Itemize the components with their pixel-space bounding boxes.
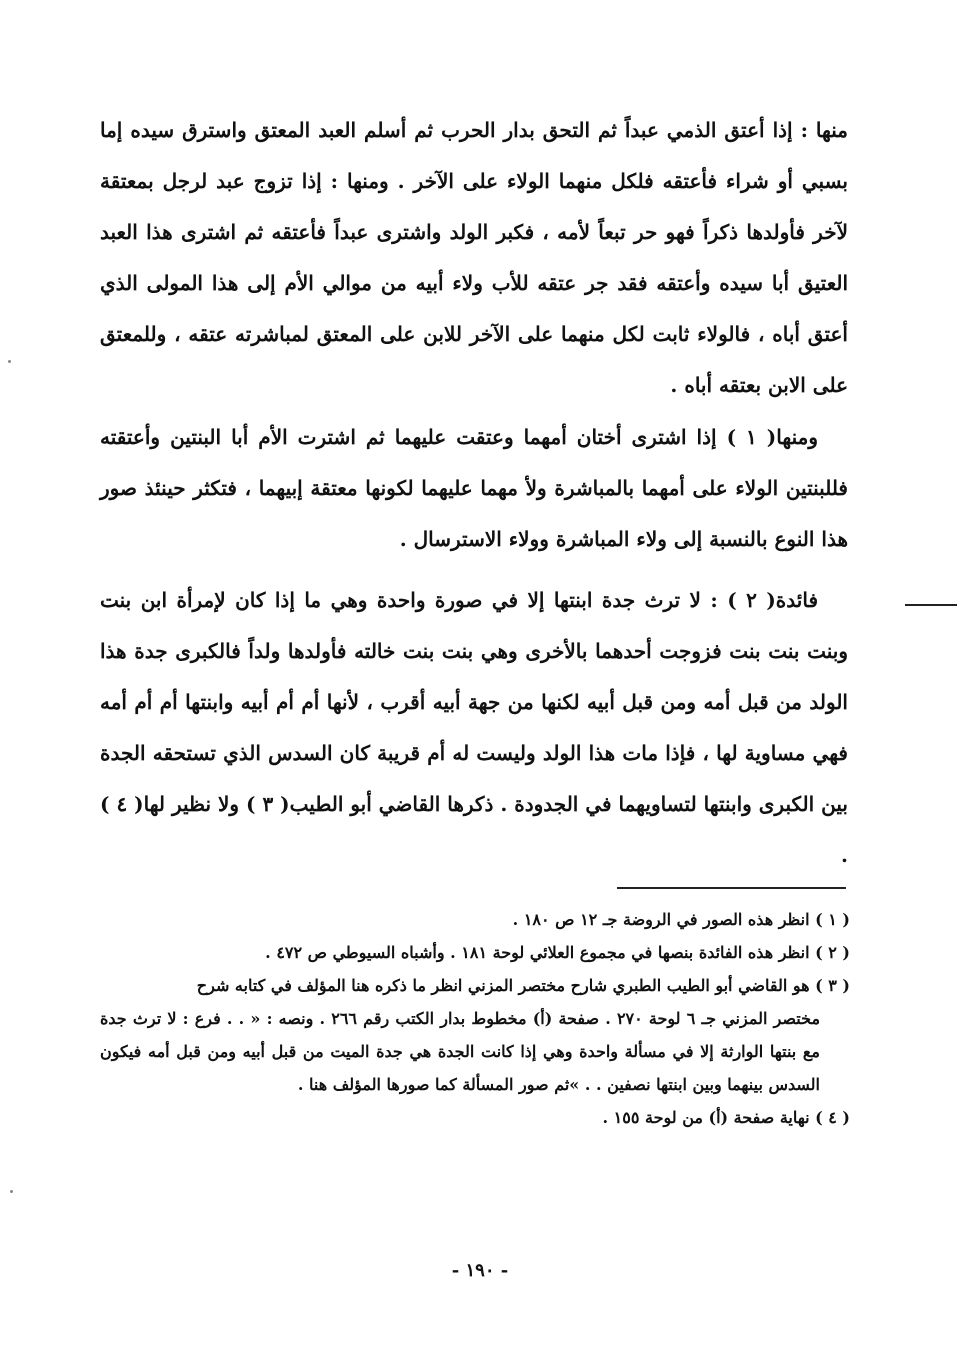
- footnote-3: ( ٣ ) هو القاضي أبو الطيب الطبري شارح مختصر المزني انظر ما ذكره هنا المؤلف في كتابه شرح: [196, 976, 850, 995]
- footnote-3-continuation: مختصر المزني جـ ٦ لوحة ٢٧٠ . صفحة (أ) مخطوط بدار الكتب رقم ٢٦٦ . ونصه : « . . فرع : لا ترث جدة مع بنتها الوارثة إلا في مسألة واحدة وهي إذا كانت الجدة هي جدة الميت من قبل أبيه ومن قبل أمه فيكون السدس بينهما وبين ابنتها نصفين . . »ثم صور المسألة كما صورها المؤلف هنا .: [100, 1009, 821, 1094]
- footnote-2: ( ٢ ) انظر هذه الفائدة بنصها في مجموع العلائي لوحة ١٨١ . وأشباه السيوطي ص ٤٧٢ .: [265, 943, 850, 962]
- paragraph-text: فائدة( ٢ ) : لا ترث جدة ابنتها إلا في صورة واحدة وهي ما إذا كان لإمرأة ابن بنت وبنت بنت بنت فزوجت أحدهما بالأخرى وهي بنت بنت خالته فأولدها ولداً فالكبرى جدة هذا الولد من قبل أمه ومن قبل أبيه لكنها من جهة أبيه أقرب ، لأنها أم أم أبيه وابنتها أم أم أمه فهي مساوية لها ، فإذا مات هذا الولد وليست له أم قريبة كان السدس الذي تستحقه الجدة بين الكبرى وابنتها لتساويهما في الجدودة . ذكرها القاضي أبو الطيب( ٣ ) ولا نظير لها( ٤ ) .: [100, 588, 848, 867]
- main-text-paragraph-1: [100, 105, 848, 411]
- main-text-paragraph-2: [100, 412, 848, 565]
- scan-speck: [10, 1190, 13, 1193]
- page-number: - ١٩٠ -: [451, 1260, 509, 1281]
- margin-insertion-mark: [905, 604, 957, 606]
- paragraph-text: منها : إذا أعتق الذمي عبداً ثم التحق بدار الحرب ثم أسلم العبد المعتق واسترق سيده إما بسبي أو شراء فأعتقه فلكل منهما الولاء على الآخر . ومنها : إذا تزوج عبد لرجل بمعتقة لآخر فأولدها ذكراً فهو حر تبعاً لأمه ، فكبر الولد واشترى عبداً فأعتقه ثم اشترى هذا العبد العتيق أبا سيده وأعتقه فقد جر عتقه للأب ولاء أبيه من موالي الأم إلى هذا المولى الذي أعتق أباه ، فالولاء ثابت لكل منهما على الآخر للابن على المعتق لمباشرته عتقه ، وللمعتق على الابن بعتقه أباه .: [100, 118, 848, 397]
- main-text-paragraph-3: [100, 575, 848, 881]
- footnote-1: ( ١ ) انظر هذه الصور في الروضة جـ ١٢ ص ١٨٠ .: [512, 910, 850, 929]
- footnote-divider: [617, 887, 846, 889]
- paragraph-text: ومنها( ١ ) إذا اشترى أختان أمهما وعتقت عليهما ثم اشترت الأم أبا البنتين وأعتقته فللبنتين الولاء على أمهما بالمباشرة ولأ مهما عليهما لكونها معتقة إبيهما ، فتكثر حينئذ صور هذا النوع بالنسبة إلى ولاء المباشرة وولاء الاسترسال .: [100, 425, 848, 551]
- scan-speck: [8, 360, 11, 363]
- footnotes-section: [100, 903, 850, 1134]
- footnote-4: ( ٤ ) نهاية صفحة (أ) من لوحة ١٥٥ .: [602, 1108, 850, 1127]
